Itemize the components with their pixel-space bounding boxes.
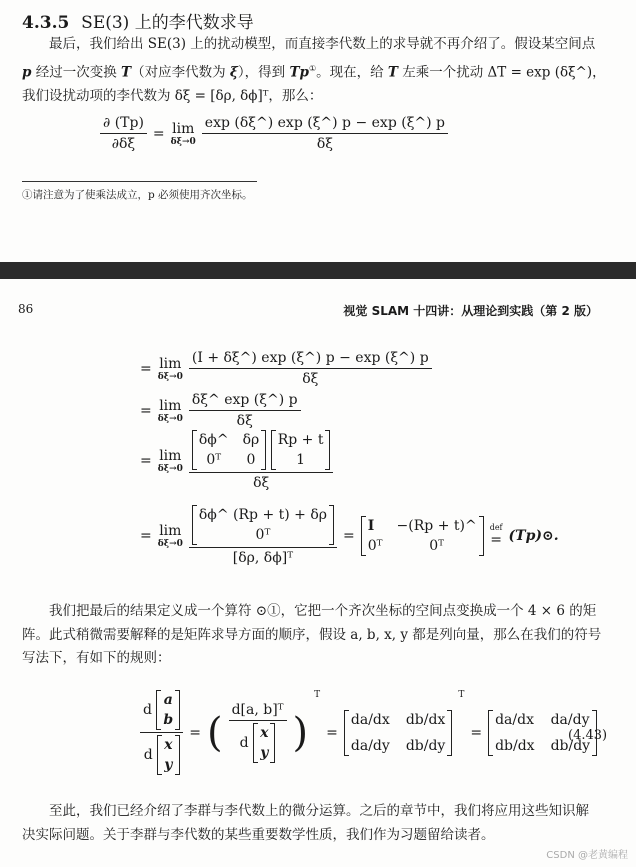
math-text: δξ→0 — [170, 136, 196, 147]
math-text: 0 — [246, 452, 256, 468]
math-text: exp (δξ^) exp (ξ^) p − exp (ξ^) p — [202, 115, 448, 134]
math-text: （对应李代数为 — [131, 64, 230, 80]
math-text: def — [489, 523, 503, 532]
footnote-rule — [22, 181, 257, 182]
text-line: 阵。此式稍微需要解释的是矩阵求导方面的顺序，假设 a, b, x, y 都是列向量，那么在我们的符号 — [22, 626, 602, 643]
math-text: db/dy — [550, 737, 591, 754]
derivation-line-3 — [140, 430, 333, 491]
math-text: db/dx — [495, 737, 535, 754]
math-text: ∂ (Tp) — [100, 115, 147, 134]
math-text: d — [143, 702, 152, 718]
math-text: [δρ, δϕ]ᵀ — [232, 550, 294, 566]
math-text: ① — [308, 63, 317, 73]
math-text: lim — [159, 355, 182, 372]
text-line: 至此，我们已经介绍了李群与李代数上的微分运算。之后的章节中，我们将应用这些知识解 — [49, 803, 589, 819]
math-text: 0ᵀ — [255, 527, 271, 543]
math-text: δϕ^ — [198, 432, 229, 448]
math-text: δξ — [236, 413, 253, 429]
derivation-line-1 — [140, 350, 432, 387]
text-line: 决实际问题。关于李群与李代数的某些重要数学性质，我们作为习题留给读者。 — [22, 826, 495, 843]
math-text: db/dx — [405, 711, 446, 728]
text-line: 我们把最后的结果定义成一个算符 ⊙①，它把一个齐次坐标的空间点变换成一个 4 × 6 的矩 — [49, 603, 597, 619]
section-heading — [22, 8, 254, 33]
math-text: = — [140, 402, 152, 419]
math-text: x — [260, 725, 269, 741]
math-text: p — [22, 64, 32, 80]
math-text: δξ→0 — [157, 413, 183, 424]
math-text: δξ→0 — [157, 538, 183, 549]
math-text: δξ^ exp (ξ^) p — [189, 392, 301, 411]
math-text: = — [140, 360, 152, 377]
math-text: y — [164, 757, 173, 773]
math-text: 1 — [296, 452, 306, 468]
math-text: lim — [159, 522, 182, 539]
running-header: 视觉 SLAM 十四讲：从理论到实践（第 2 版） — [343, 304, 598, 318]
math-text: δξ→0 — [157, 371, 183, 382]
math-text: = — [140, 527, 152, 544]
math-text: da/dx — [495, 711, 534, 728]
math-text: d — [143, 747, 153, 763]
paragraph-3 — [22, 800, 622, 847]
math-text: δξ — [316, 136, 333, 152]
math-text: 0ᵀ — [429, 537, 445, 554]
math-text: 左乘一个扰动 ΔT = exp (δξ^)， — [397, 64, 606, 80]
watermark: CSDN @老黄编程 — [546, 850, 628, 861]
math-text: ），得到 — [237, 64, 290, 80]
text-line: 写法下，有如下的规则： — [22, 650, 171, 666]
math-text: δξ — [253, 475, 270, 491]
derivation-line-2 — [140, 392, 301, 429]
math-text: T — [314, 690, 321, 700]
math-text: y — [260, 745, 269, 761]
math-text: δξ→0 — [157, 463, 183, 474]
math-text: 。现在，给 — [316, 64, 388, 80]
equation-1: $\frac{\partial (Tp)}{\partial\delta\xi}$ = lim δξ→0 $\frac{\exp (\delta\xi\^{}) \exp (\xi\^{}) p - \exp (\xi\^{}) p}{\delta\xi}$ — [100, 115, 448, 152]
math-text: (I + δξ^) exp (ξ^) p − exp (ξ^) p — [189, 350, 432, 369]
math-text: lim — [159, 447, 182, 464]
math-text: δξ — [302, 371, 319, 387]
matrix — [271, 430, 331, 470]
math-text: T — [121, 64, 132, 80]
math-text: ∂δξ — [111, 136, 136, 152]
matrix — [192, 430, 266, 470]
math-text: 0ᵀ — [367, 537, 383, 554]
derivation-line-4: = lim δξ→0 δϕ^ (Rp + t) + δρ 0ᵀ [δρ, δϕ]ᵀ = I −(Rp + t)^ 0ᵀ 0ᵀ def = (Tp)⊙. — [140, 507, 559, 566]
math-text: = — [343, 527, 355, 544]
math-text: T — [458, 690, 465, 700]
math-text: T — [387, 64, 398, 80]
math-text: da/dx — [350, 711, 390, 728]
math-text: (Tp)⊙. — [508, 527, 559, 544]
math-text: lim — [159, 397, 182, 414]
equation-number: (4.43) — [568, 728, 608, 743]
math-text: a — [163, 692, 173, 708]
text-line: 最后，我们给出 SE(3) 上的扰动模型，而直接李代数上的求导就不再介绍了。假设某空间点 — [49, 36, 596, 52]
math-text: da/dy — [350, 737, 390, 754]
math-text: db/dy — [405, 737, 446, 754]
section-title: SE(3) 上的李代数求导 — [81, 13, 254, 33]
math-text: da/dy — [550, 711, 590, 728]
page-break-bar — [0, 262, 636, 279]
text-line — [22, 57, 622, 85]
paragraph-1 — [22, 33, 622, 108]
math-text: = — [140, 452, 152, 469]
math-text: −(Rp + t)^ — [396, 517, 477, 534]
math-text: I — [367, 517, 375, 534]
section-number: 4.3.5 — [22, 13, 70, 33]
footnote: ①请注意为了使乘法成立，p 必须使用齐次坐标。 — [22, 189, 253, 201]
result-matrix — [361, 516, 484, 556]
math-text: b — [163, 712, 174, 728]
text-line: 我们设扰动项的李代数为 δξ = [δρ, δϕ]ᵀ，那么： — [22, 87, 323, 104]
paragraph-2 — [22, 600, 622, 671]
math-text: d — [239, 735, 249, 751]
math-text: 0ᵀ — [206, 452, 222, 468]
math-text: δϕ^ (Rp + t) + δρ — [198, 507, 328, 523]
math-text: ξ — [229, 64, 238, 80]
math-text: x — [164, 737, 173, 753]
math-text: δρ — [242, 432, 260, 448]
matrix — [192, 505, 334, 545]
math-text: Rp + t — [277, 432, 324, 448]
page-number: 86 — [18, 302, 34, 316]
equation-4-43: d a b d x y = ( d[a, b]ᵀ d x y ) T = da/dx db/dx da/dy db/dy T = da/dx da/dy db/dx db/dy — [140, 690, 597, 775]
math-text: Tp — [289, 64, 309, 80]
math-text: 经过一次变换 — [31, 64, 122, 80]
math-text: lim — [172, 120, 195, 137]
math-text: d[a, b]ᵀ — [229, 702, 287, 721]
